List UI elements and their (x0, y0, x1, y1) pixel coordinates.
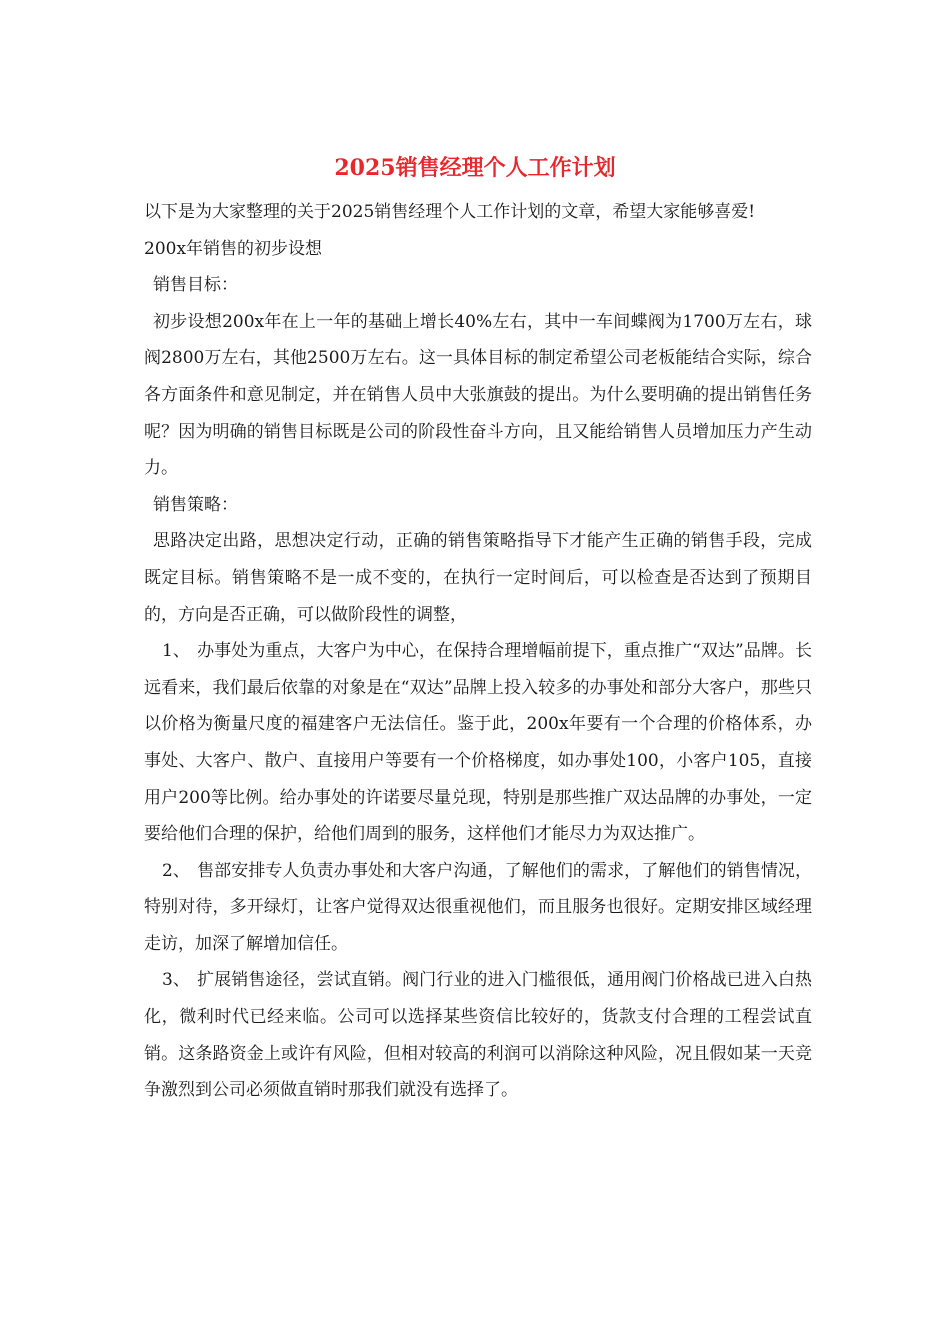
numbered-item-3 (144, 962, 812, 1108)
item-number: 3、 (162, 970, 190, 991)
item-text: 售部安排专人负责办事处和大客户沟通，了解他们的需求，了解他们的销售情况，特别对待，多开绿灯，让客户觉得双达很重视他们，而且服务也很好。定期安排区域经理走访，加深了解增加信任。 (144, 860, 812, 954)
item-number: 1、 (162, 641, 190, 662)
numbered-item-2 (144, 853, 812, 963)
section-heading-initial-plan: 200x年销售的初步设想 (144, 238, 323, 259)
subheading-sales-strategy: 销售策略： (153, 494, 238, 515)
intro-paragraph: 以下是为大家整理的关于2025销售经理个人工作计划的文章，希望大家能够喜爱! (144, 202, 756, 222)
subheading-sales-target: 销售目标： (153, 275, 238, 296)
item-text: 办事处为重点，大客户为中心，在保持合理增幅前提下，重点推广“双达”品牌。长远看来，我们最后依靠的对象是在“双达”品牌上投入较多的办事处和部分大客户，那些只以价格为衡量尺度的福建客户无法信任。鉴于此，200x年要有一个合理的价格体系，办事处、大客户、散户、直接用户等要有一个价格梯度，如办事处100，小客户105，直接用户200等比例。给办事处的许诺要尽量兑现，特别是那些推广双达品牌的办事处，一定要给他们合理的保护，给他们周到的服务，这样他们才能尽力为双达推广。 (144, 641, 812, 845)
item-text: 扩展销售途径，尝试直销。阀门行业的进入门槛很低，通用阀门价格战已进入白热化，微利时代已经来临。公司可以选择某些资信比较好的，货款支付合理的工程尝试直销。这条路资金上或许有风险，但相对较高的利润可以消除这种风险，况且假如某一天竞争激烈到公司必须做直销时那我们就没有选择了。 (144, 970, 812, 1101)
item-number: 2、 (162, 860, 190, 881)
paragraph-sales-target: 初步设想200x年在上一年的基础上增长40%左右，其中一车间蝶阀为1700万左右，球阀2800万左右，其他2500万左右。这一具体目标的制定希望公司老板能结合实际，综合各方面条件和意见制定，并在销售人员中大张旗鼓的提出。为什么要明确的提出销售任务呢？因为明确的销售目标既是公司的阶段性奋斗方向，且又能给销售人员增加压力产生动力。 (144, 311, 812, 479)
document-title: 2025销售经理个人工作计划 (334, 155, 616, 181)
document-body (144, 194, 812, 1109)
numbered-item-1 (144, 633, 812, 853)
paragraph-sales-strategy: 思路决定出路，思想决定行动，正确的销售策略指导下才能产生正确的销售手段，完成既定目标。销售策略不是一成不变的，在执行一定时间后，可以检查是否达到了预期目的，方向是否正确，可以做阶段性的调整， (144, 531, 812, 625)
